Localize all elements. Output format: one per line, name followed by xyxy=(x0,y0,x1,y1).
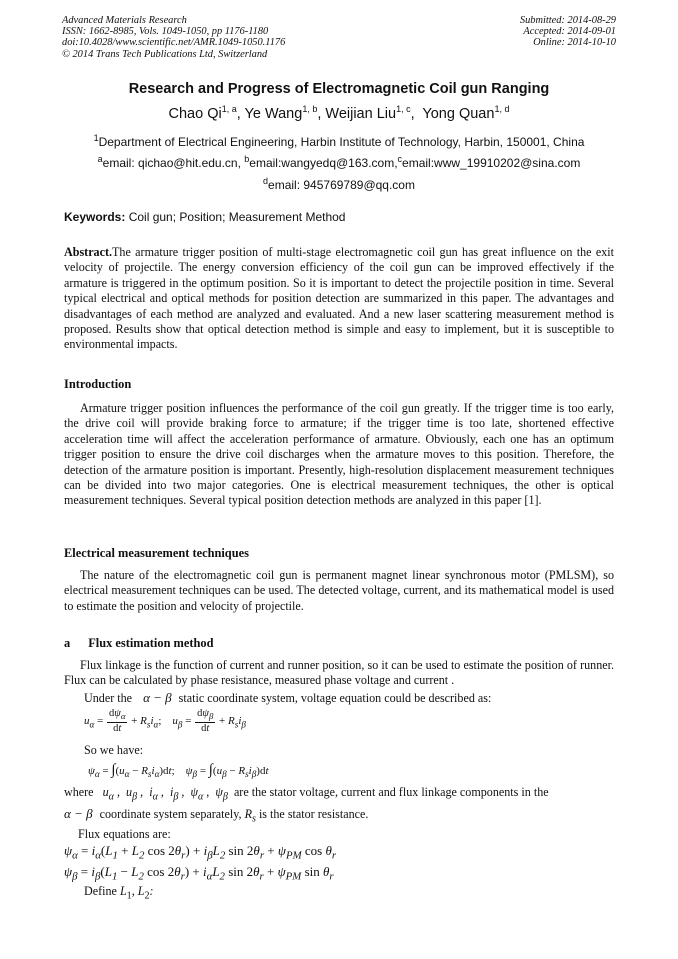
author-sup: 1, b xyxy=(302,104,318,114)
flux-heading-text: Flux estimation method xyxy=(88,636,214,650)
author-sup: 1, c xyxy=(396,104,411,114)
fraction: $\frac{d\psi_\alpha}{dt}$ xyxy=(109,708,126,735)
dates-info xyxy=(520,15,616,49)
define-line xyxy=(84,884,154,901)
author-sep: , xyxy=(410,105,423,122)
abstract-label: Abstract. xyxy=(64,245,113,259)
rs-rest-text: is the stator resistance. xyxy=(258,807,369,821)
rs-symbol: $R_s$ xyxy=(244,807,256,825)
fraction: $\frac{d\psi_\beta}{dt}$ xyxy=(197,708,214,735)
author-name: Chao Qi xyxy=(168,105,222,122)
so-we-have: So we have: xyxy=(84,743,144,757)
doi-line: doi:10.4028/www.scientific.net/AMR.1049-1050.1176 xyxy=(62,37,286,49)
email-sup: d xyxy=(263,176,269,186)
abstract-text: The armature trigger position of multi-stage electromagnetic coil gun has great influence on the exit velocity of projectile. The energy conversion efficiency of the coil gun can be improved effectively if the armature is triggered in the optimum position. So it is important to detect the projectile position in time. Several typical electrical and optical methods for position detection are summarized in this paper. The advantages and disadvantages of each method are analyzed and evaluated. And a new laser scattering measurement method is proposed. Results show that optical detection method is simple and easy to implement, but it is susceptible to environmental impacts. xyxy=(64,245,614,352)
online-date: Online: 2014-10-10 xyxy=(533,37,616,49)
alpha-beta-symbol: α − β xyxy=(64,806,93,821)
voltage-equation: $u_\alpha$ = $\frac{d\psi_\alpha}{dt}$ + $R_si_\alpha$; $u_\beta$ = $\frac{d\psi_\beta}{dt}$ + $R_si_\beta$ xyxy=(84,708,246,735)
author-sup: 1, a xyxy=(221,104,237,114)
emails-line-1 xyxy=(0,154,678,170)
keywords-label: Keywords: xyxy=(64,210,126,224)
affiliation-text: Department of Electrical Engineering, Harbin Institute of Technology, Harbin, 150001, China xyxy=(98,135,585,149)
abstract xyxy=(64,245,614,353)
define-variables: $L_1$, $L_2$: xyxy=(119,884,154,902)
define-text: Define xyxy=(84,884,117,898)
email-sup: a xyxy=(97,154,103,164)
author-sep: , xyxy=(236,105,245,122)
author-name: Ye Wang xyxy=(244,105,303,122)
under-the-line xyxy=(84,690,491,706)
introduction-text: Armature trigger position influences the performance of the coil gun greatly. If the trigger time is too early, the drive coil will provide braking force to armature; if the trigger time is too late, shortened effective acceleration time will affect the acceleration performance of armature. Obviously, each one has an optimum trigger position to ensure the drive coil discharges when the armature moves to this position. Therefore, the detection of the armature position is important. Presently, high-resolution displacement measurement techniques can be divided into two major categories. One is electrical measurement techniques, the other is optical measurement techniques. Several typical position detection methods are analyzed in this paper [1]. xyxy=(64,401,614,508)
coordinate-line xyxy=(64,806,368,824)
paper-title: Research and Progress of Electromagnetic Coil gun Ranging xyxy=(128,81,550,97)
copyright-line: © 2014 Trans Tech Publications Ltd, Switzerland xyxy=(62,48,268,60)
flux-equation-beta: $\psi_\beta = i_\beta(L_1 - L_2$ $\cos 2\theta_r) + i_\alpha L_2$ $\sin 2\theta_r + \psi_{PM}$ $\sin \theta_r$ xyxy=(64,864,334,883)
flux-integral-equation: $\psi_\alpha = \int(u_\alpha - R_si_\alpha)dt$; $\psi_\beta = \int(u_\beta - R_si_\beta)dt$ xyxy=(88,762,269,780)
flux-equation-alpha: $\psi_\alpha = i_\alpha(L_1 + L_2$ $\cos 2\theta_r) + i_\beta L_2$ $\sin 2\theta_r + \psi_{PM}$ $\cos \theta_r$ xyxy=(64,843,337,862)
author-name: Weijian Liu xyxy=(325,105,397,122)
email-d: email: 945769789@qq.com xyxy=(268,178,415,192)
under-the-text: Under the xyxy=(84,691,133,705)
flux-heading-letter: a xyxy=(64,636,71,650)
where-text: where xyxy=(64,785,94,799)
keywords-text: Coil gun; Position; Measurement Method xyxy=(125,210,346,224)
emails-line-2 xyxy=(0,176,678,192)
email-sup: c xyxy=(397,154,403,164)
affiliation xyxy=(0,133,678,149)
submitted-date: Submitted: 2014-08-29 xyxy=(519,15,616,26)
author-name: Yong Quan xyxy=(422,105,495,122)
flux-text: Flux linkage is the function of current and runner position, so it can be used to estimate the position of runner. Flux can be calculated by phase resistance, measured phase voltage and current . xyxy=(64,658,614,688)
flux-eq-intro: Flux equations are: xyxy=(78,827,171,841)
introduction-heading: Introduction xyxy=(64,377,132,391)
affiliation-sup: 1 xyxy=(93,133,99,143)
where-line xyxy=(64,785,549,802)
accepted-date: Accepted: 2014-09-01 xyxy=(523,26,616,38)
email-sup: b xyxy=(244,154,250,164)
journal-name: Advanced Materials Research xyxy=(62,15,187,26)
under-rest-text: static coordinate system, voltage equation could be described as: xyxy=(178,691,492,705)
author-sup: 1, d xyxy=(494,104,510,114)
coord-rest-text: coordinate system separately, xyxy=(99,807,242,821)
issn-line: ISSN: 1662-8985, Vols. 1049-1050, pp 1176-1180 xyxy=(62,26,269,38)
where-rest-text: are the stator voltage, current and flux linkage components in the xyxy=(233,785,549,799)
author-sep: , xyxy=(317,105,326,122)
alpha-beta-symbol: α − β xyxy=(143,690,172,705)
author-list xyxy=(0,104,678,122)
electrical-heading: Electrical measurement techniques xyxy=(64,546,249,560)
electrical-text: The nature of the electromagnetic coil gun is permanent magnet linear synchronous motor (PMLSM), so electrical measurement techniques can be used. The detected voltage, current, and its mathematical model is used to estimate the position and velocity of projectile. xyxy=(64,568,614,613)
email-a: email: qichao@hit.edu.cn, xyxy=(102,156,245,170)
keywords xyxy=(64,210,345,224)
email-c: email:www_19910202@sina.com xyxy=(402,156,581,170)
journal-info xyxy=(62,15,285,60)
flux-heading xyxy=(64,636,213,651)
where-variables: $u_\alpha$ , $u_\beta$ , $i_\alpha$ , $i_\beta$ , $\psi_\alpha$ , $\psi_\beta$ xyxy=(102,785,228,803)
email-b: email:wangyedq@163.com, xyxy=(249,156,398,170)
